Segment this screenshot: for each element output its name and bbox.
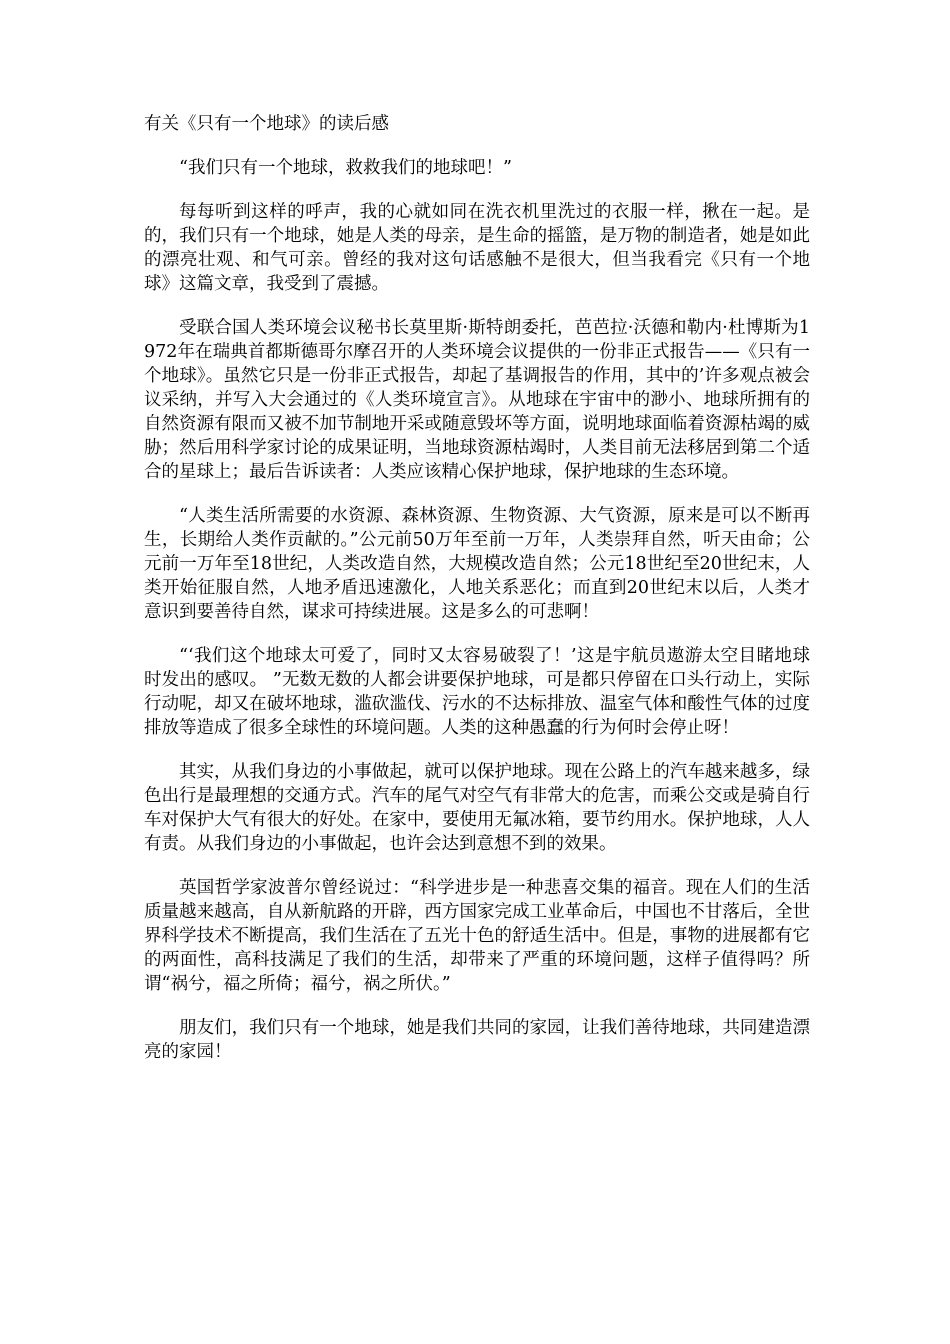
document-title: 有关《只有一个地球》的读后感 bbox=[144, 114, 389, 134]
paragraph-quote: “我们只有一个地球，救救我们的地球吧！” bbox=[179, 158, 512, 178]
paragraph-intro: 每每听到这样的呼声，我的心就如同在洗衣机里洗过的衣服一样，揪在一起。是的，我们只有一个地球，她是人类的母亲，是生命的摇篮，是万物的制造者，她是如此的漂亮壮观、和气可亲。曾经的我对这句话感触不是很大，但当我看完《只有一个地球》这篇文章，我受到了震撼。 bbox=[144, 202, 810, 294]
paragraph-popper: 英国哲学家波普尔曾经说过：“科学进步是一种悲喜交集的福音。现在人们的生活质量越来越高，自从新航路的开辟，西方国家完成工业革命后，中国也不甘落后，全世界科学技术不断提高，我们生活在了五光十色的舒适生活中。但是，事物的进展都有它的两面性，高科技满足了我们的生活，却带来了严重的环境问题，这样子值得吗？所谓“祸兮，福之所倚；福兮，祸之所伏。” bbox=[144, 878, 810, 994]
paragraph-report: 受联合国人类环境会议秘书长莫里斯·斯特朗委托，芭芭拉·沃德和勒内·杜博斯为1972年在瑞典首都斯德哥尔摩召开的人类环境会议提供的一份非正式报告——《只有一个地球》。虽然它只是一份非正式报告，却起了基调报告的作用，其中的’许多观点被会议采纳，并写入大会通过的《人类环境宣言》。从地球在宇宙中的渺小、地球所拥有的自然资源有限而又被不加节制地开采或随意毁坏等方面，说明地球面临着资源枯竭的威胁；然后用科学家讨论的成果证明，当地球资源枯竭时，人类目前无法移居到第二个适合的星球上；最后告诉读者：人类应该精心保护地球，保护地球的生态环境。 bbox=[144, 318, 810, 482]
document-page bbox=[144, 112, 810, 1084]
paragraph-history: “人类生活所需要的水资源、森林资源、生物资源、大气资源，原来是可以不断再生，长期给人类作贡献的。”公元前50万年至前一万年，人类崇拜自然，听天由命；公元前一万年至18世纪，人类改造自然，大规模改造自然；公元18世纪至20世纪末，人类开始征服自然，人地矛盾迅速激化，人地关系恶化；而直到20世纪末以后，人类才意识到要善待自然，谋求可持续进展。这是多么的可悲啊！ bbox=[144, 506, 810, 622]
paragraph-conclusion: 朋友们，我们只有一个地球，她是我们共同的家园，让我们善待地球，共同建造漂亮的家园！ bbox=[144, 1018, 810, 1062]
paragraph-astronaut: “‘我们这个地球太可爱了，同时又太容易破裂了！’这是宇航员遨游太空目睹地球时发出的感叹。 ”无数无数的人都会讲要保护地球，可是都只停留在口头行动上，实际行动呢，却又在破坏地球，滥砍滥伐、污水的不达标排放、温室气体和酸性气体的过度排放等造成了很多全球性的环境问题。人类的这种愚蠢的行为何时会停止呀！ bbox=[144, 646, 810, 738]
paragraph-actions: 其实，从我们身边的小事做起，就可以保护地球。现在公路上的汽车越来越多，绿色出行是最理想的交通方式。汽车的尾气对空气有非常大的危害，而乘公交或是骑自行车对保护大气有很大的好处。在家中，要使用无氟冰箱，要节约用水。保护地球，人人有责。从我们身边的小事做起，也许会达到意想不到的效果。 bbox=[144, 762, 810, 854]
